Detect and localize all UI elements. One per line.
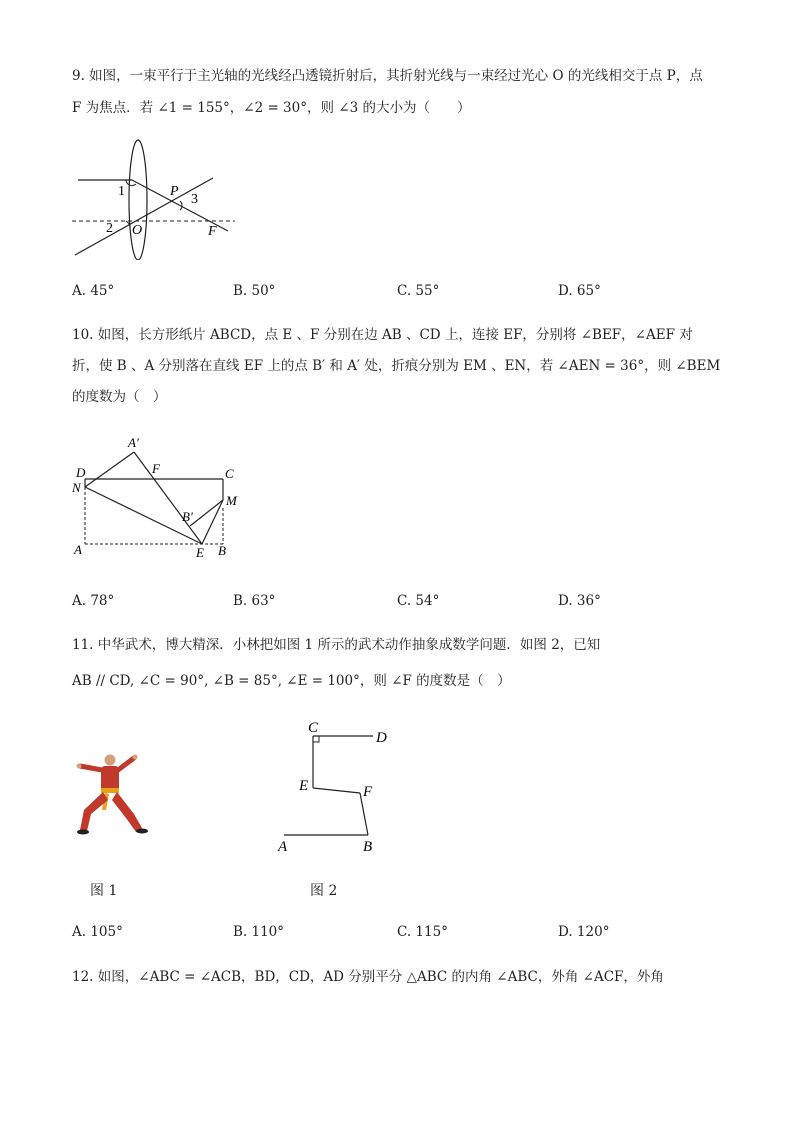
q10-stem-line1: 10. 如图，长方形纸片 ABCD，点 E 、F 分别在边 AB 、CD 上，连接 EF，分别将 ∠BEF，∠AEF 对	[72, 327, 693, 343]
label-C: C	[225, 466, 234, 481]
label-E: E	[196, 545, 204, 560]
label-P: P	[170, 184, 179, 199]
q11-option-c[interactable]: C. 115°	[397, 924, 448, 940]
fig1-caption: 图 1	[90, 883, 118, 899]
fig2-caption: 图 2	[310, 883, 338, 899]
label-D: D	[376, 730, 387, 746]
label-F: F	[363, 784, 373, 800]
label-N: N	[72, 480, 81, 495]
label-F: F	[208, 224, 217, 239]
label-B: B	[363, 839, 373, 855]
label-E: E	[299, 778, 309, 794]
label-C: C	[308, 720, 319, 736]
q10-stem-line2: 折，使 B 、A 分别落在直线 EF 上的点 B′ 和 A′ 处，折痕分别为 EM 、EN，若 ∠AEN = 36°，则 ∠BEM	[72, 358, 721, 374]
label-A-prime: A′	[128, 435, 139, 450]
q11-stem-line1: 11. 中华武术，博大精深．小林把如图 1 所示的武术动作抽象成数学问题．如图 2，已知	[72, 637, 601, 653]
q9-option-b[interactable]: B. 50°	[233, 283, 276, 299]
q10-option-d[interactable]: D. 36°	[558, 593, 601, 609]
label-A: A	[74, 542, 82, 557]
q9-figure	[70, 130, 250, 260]
label-B: B	[218, 543, 226, 558]
label-D: D	[76, 465, 86, 480]
q9-option-a[interactable]: A. 45°	[72, 283, 115, 299]
label-M: M	[226, 493, 237, 508]
q10-option-c[interactable]: C. 54°	[397, 593, 440, 609]
label-A: A	[278, 839, 288, 855]
q11-option-b[interactable]: B. 110°	[233, 924, 285, 940]
q9-stem-line1: 9. 如图，一束平行于主光轴的光线经凸透镜折射后，其折射光线与一束经过光心 O 的光线相交于点 P，点	[72, 68, 703, 84]
q11-option-a[interactable]: A. 105°	[72, 924, 123, 940]
q10-option-a[interactable]: A. 78°	[72, 593, 115, 609]
label-2: 2	[106, 221, 113, 236]
q11-option-d[interactable]: D. 120°	[558, 924, 610, 940]
label-3: 3	[191, 192, 198, 207]
label-1: 1	[118, 184, 125, 199]
q9-option-d[interactable]: D. 65°	[558, 283, 601, 299]
q9-stem-line2: F 为焦点．若 ∠1 = 155°，∠2 = 30°，则 ∠3 的大小为（ ）	[72, 100, 471, 116]
q10-option-b[interactable]: B. 63°	[233, 593, 276, 609]
convex-lens	[129, 140, 147, 260]
q9-option-c[interactable]: C. 55°	[397, 283, 440, 299]
q12-stem-line1: 12. 如图，∠ABC = ∠ACB，BD，CD，AD 分别平分 △ABC 的内角 ∠ABC，外角 ∠ACF，外角	[72, 969, 664, 985]
martial-arts-figure	[74, 752, 154, 838]
right-angle-mark	[313, 736, 319, 742]
q10-stem-line3: 的度数为（ ）	[72, 389, 167, 405]
q11-figure	[270, 715, 400, 860]
label-F: F	[152, 461, 160, 476]
q10-figure	[70, 430, 250, 565]
label-B-prime: B′	[182, 509, 193, 524]
label-O: O	[132, 223, 143, 238]
q11-stem-line2: AB // CD, ∠C = 90°, ∠B = 85°, ∠E = 100°，则 ∠F 的度数是（ ）	[72, 673, 511, 689]
